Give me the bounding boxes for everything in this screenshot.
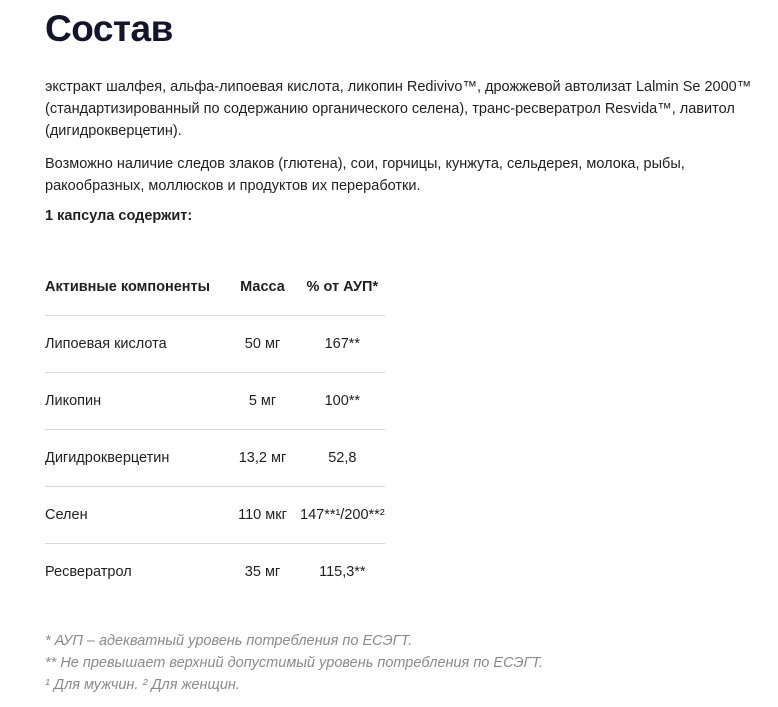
- component-mass: 5 мг: [225, 373, 300, 430]
- composition-text: экстракт шалфея, альфа-липоевая кислота, ликопин Redivivo™, дрожжевой автолизат Lalmin Se 2000™ (стандартизированный по содержанию органического селена), транс-ресвератрол Resvida™, лавитол (дигидрокверцетин).: [45, 79, 752, 139]
- ingredients-table: [45, 259, 385, 600]
- component-mass: 35 мг: [244, 564, 281, 580]
- table-row: [45, 544, 385, 601]
- footnotes: [45, 630, 543, 696]
- footnote: * АУП – адекватный уровень потребления по ЕСЭГТ.: [45, 633, 413, 649]
- component-name: Селен: [45, 487, 225, 544]
- component-percent: 52,8: [300, 430, 385, 487]
- component-name: Дигидрокверцетин: [45, 430, 225, 487]
- component-percent: 147**¹/200**²: [300, 487, 385, 544]
- table-row: [45, 316, 385, 373]
- column-header-component: Активные компоненты: [45, 259, 225, 316]
- footnote: ¹ Для мужчин. ² Для женщин.: [45, 677, 240, 693]
- component-percent: 100**: [300, 373, 385, 430]
- table-row: [45, 373, 385, 430]
- column-header-mass: Масса: [225, 259, 300, 316]
- table-row: [45, 430, 385, 487]
- component-name: Липоевая кислота: [45, 316, 225, 373]
- column-header-percent: % от АУП*: [300, 259, 385, 316]
- table-row: [45, 487, 385, 544]
- component-name: Ресвератрол: [45, 564, 132, 580]
- capsule-label: 1 капсула содержит:: [45, 208, 193, 224]
- page-title: Состав: [45, 8, 173, 49]
- allergens-text: Возможно наличие следов злаков (глютена), сои, горчицы, кунжута, сельдерея, молока, рыбы, ракообразных, моллюсков и продуктов их переработки.: [45, 156, 685, 194]
- component-mass: 50 мг: [225, 316, 300, 373]
- component-name: Ликопин: [45, 373, 225, 430]
- component-mass: 13,2 мг: [225, 430, 300, 487]
- component-mass: 110 мкг: [225, 487, 300, 544]
- component-percent: 167**: [300, 316, 385, 373]
- footnote: ** Не превышает верхний допустимый уровень потребления по ЕСЭГТ.: [45, 655, 544, 671]
- component-percent: 115,3**: [319, 564, 366, 580]
- table-header-row: [45, 259, 385, 316]
